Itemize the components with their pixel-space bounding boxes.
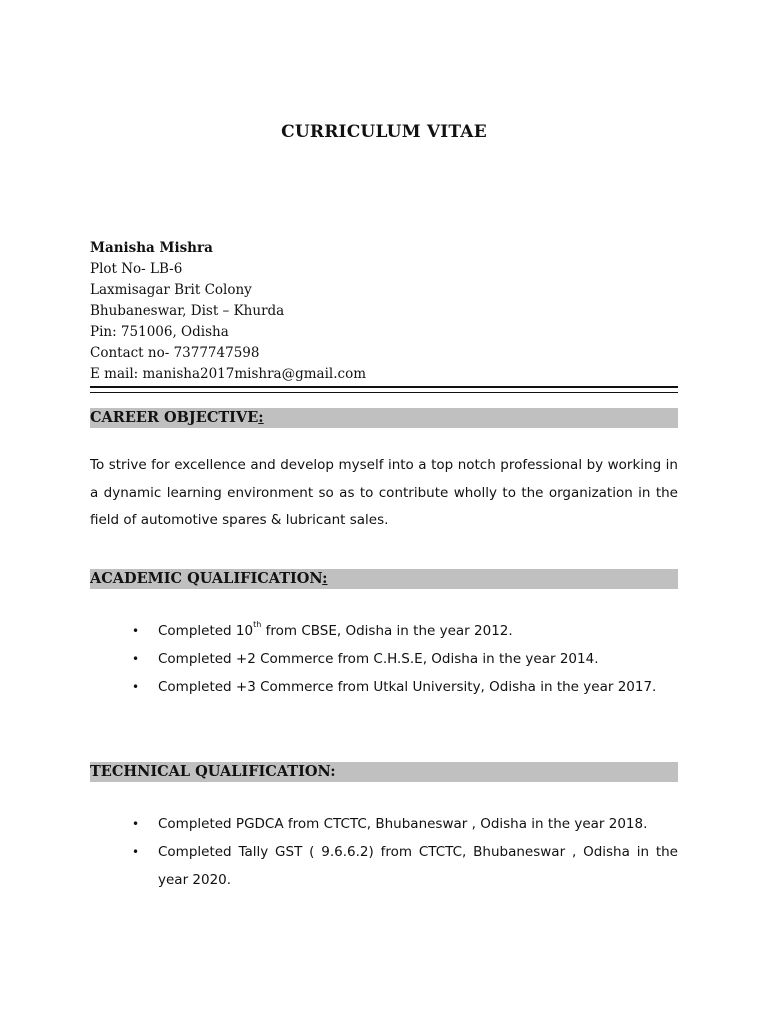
academic-item-3: Completed +3 Commerce from Utkal University, Odisha in the year 2017. xyxy=(158,679,657,695)
career-objective-heading-text: CAREER OBJECTIVE xyxy=(90,409,259,426)
bullet-icon: • xyxy=(132,817,140,831)
list-item xyxy=(90,645,678,673)
document-title: CURRICULUM VITAE xyxy=(281,122,487,142)
academic-item-1-pre: Completed 10 xyxy=(158,623,254,639)
address-line-colony: Laxmisagar Brit Colony xyxy=(90,282,252,298)
career-objective-heading xyxy=(90,408,678,428)
header-divider-thin xyxy=(90,392,678,393)
academic-item-1-post: from CBSE, Odisha in the year 2012. xyxy=(261,623,513,639)
address-line-pin: Pin: 751006, Odisha xyxy=(90,324,229,340)
bullet-icon: • xyxy=(132,652,140,666)
academic-qualification-heading xyxy=(90,569,678,589)
bullet-icon: • xyxy=(132,680,140,694)
list-item xyxy=(90,810,678,838)
academic-qualification-heading-colon: : xyxy=(322,570,328,587)
bullet-icon: • xyxy=(132,624,140,638)
header-divider-thick xyxy=(90,386,678,388)
list-item xyxy=(90,838,678,894)
technical-item-1: Completed PGDCA from CTCTC, Bhubaneswar , Odisha in the year 2018. xyxy=(158,816,648,832)
list-item xyxy=(90,673,678,701)
academic-item-2: Completed +2 Commerce from C.H.S.E, Odisha in the year 2014. xyxy=(158,651,599,667)
address-line-city: Bhubaneswar, Dist – Khurda xyxy=(90,303,285,319)
list-item xyxy=(90,617,678,645)
career-objective-text: To strive for excellence and develop myself into a top notch professional by working in a dynamic learning environment so as to contribute wholly to the organization in the field of automotive spares & lubricant sales. xyxy=(90,457,678,528)
bullet-icon: • xyxy=(132,845,140,859)
contact-number: Contact no- 7377747598 xyxy=(90,345,260,361)
academic-item-1-sup: th xyxy=(253,620,262,629)
technical-item-2: Completed Tally GST ( 9.6.6.2) from CTCTC, Bhubaneswar , Odisha in the year 2020. xyxy=(158,844,678,888)
address-line-plot: Plot No- LB-6 xyxy=(90,261,183,277)
career-objective-heading-colon: : xyxy=(258,409,264,426)
technical-list xyxy=(90,810,678,894)
academic-qualification-heading-text: ACADEMIC QUALIFICATION xyxy=(90,570,323,587)
academic-list xyxy=(90,617,678,701)
candidate-name: Manisha Mishra xyxy=(90,240,213,256)
technical-qualification-heading: TECHNICAL QUALIFICATION: xyxy=(90,762,678,782)
contact-block xyxy=(90,238,366,385)
email-line: E mail: manisha2017mishra@gmail.com xyxy=(90,366,367,382)
